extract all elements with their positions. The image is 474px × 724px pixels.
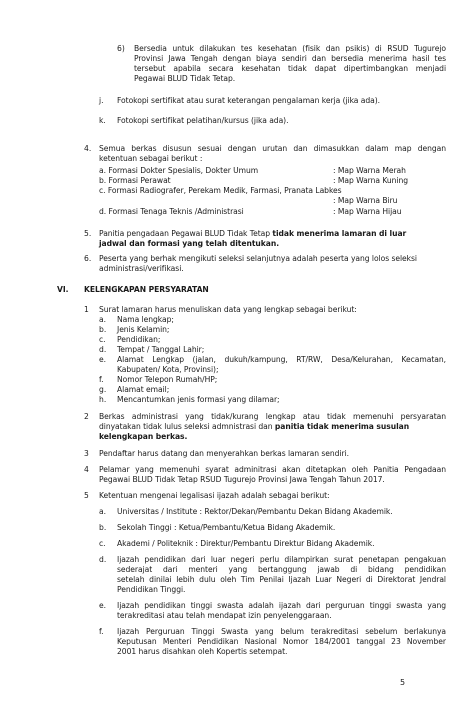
- list-item: Pendidikan;: [117, 335, 161, 344]
- list-item: Mencantumkan jenis formasi yang dilamar;: [117, 395, 280, 404]
- list-item: Nama lengkap;: [117, 315, 174, 324]
- map-value: : Map Warna Hijau: [333, 207, 402, 216]
- list-item: Jenis Kelamin;: [117, 325, 170, 334]
- list-item: Tempat / Tanggal Lahir;: [117, 345, 205, 354]
- text-bold: jadwal dan formasi yang telah ditentukan.: [99, 239, 280, 248]
- map-value: : Map Warna Kuning: [333, 176, 409, 185]
- text-line: Pegawai BLUD Tidak Tetap RSUD Tugurejo Provinsi Jawa Tengah Tahun 2017.: [99, 475, 385, 484]
- item-number: 1: [84, 305, 89, 314]
- item-letter: h.: [99, 395, 107, 404]
- item-letter: d.: [99, 345, 107, 354]
- list-item: 2001 harus disahkan oleh Kopertis setempat.: [117, 647, 288, 656]
- item-number: 6): [117, 44, 125, 53]
- list-item: Ijazah pendidikan dari luar negeri perlu dilampirkan surat penetapan pengakuan: [117, 555, 446, 564]
- item-number: 4.: [84, 144, 92, 153]
- item-number: 5.: [84, 229, 92, 238]
- text-line: [99, 422, 409, 431]
- item-letter: g.: [99, 385, 107, 394]
- list-item: Ijazah pendidikan tinggi swasta adalah ijazah dari perguruan tinggi swasta yang: [117, 601, 446, 610]
- list-item: Keputusan Menteri Pendidikan Nasional Nomor 184/2001 tanggal 23 November: [117, 637, 446, 646]
- item-letter: e.: [99, 601, 107, 610]
- item-number: 4: [84, 465, 89, 474]
- text-line: [99, 229, 406, 238]
- page-number: 5: [400, 678, 406, 687]
- item-letter: c.: [99, 335, 106, 344]
- text-line: Provinsi Jawa Tengah dengan biaya sendiri dan bersedia menerima hasil tes: [134, 54, 446, 63]
- list-item: Akademi / Politeknik : Direktur/Pembantu Direktur Bidang Akademik.: [117, 539, 375, 548]
- text-line: Pelamar yang memenuhi syarat adminitrasi akan ditetapkan oleh Panitia Pengadaan: [99, 465, 446, 474]
- text-line: Berkas administrasi yang tidak/kurang lengkap atau tidak memenuhi persyaratan: [99, 412, 446, 421]
- list-item: setelah dinilai lebih dulu oleh Tim Penilai Ijazah Luar Negeri di Direktorat Jendral: [117, 575, 446, 584]
- list-item: Nomor Telepon Rumah/HP;: [117, 375, 218, 384]
- map-value: : Map Warna Merah: [333, 166, 406, 175]
- text-bold: kelengkapan berkas.: [99, 432, 188, 441]
- map-label: d. Formasi Tenaga Teknis /Administrasi: [99, 207, 244, 216]
- list-item: Universitas / Institute : Rektor/Dekan/Pembantu Dekan Bidang Akademik.: [117, 507, 393, 516]
- list-item: Ijazah Perguruan Tinggi Swasta yang belum terakreditasi sebelum berlakunya: [117, 627, 446, 636]
- item-letter: b.: [99, 523, 107, 532]
- item-number: 2: [84, 412, 89, 421]
- text-line: ketentuan sebagai berikut :: [99, 154, 203, 163]
- map-label: c. Formasi Radiografer, Perekam Medik, Farmasi, Pranata Labkes: [99, 186, 342, 195]
- item-letter: d.: [99, 555, 107, 564]
- text-line: Pegawai BLUD Tidak Tetap.: [134, 74, 236, 83]
- text-line: tersebut apabila secara kesehatan tidak dapat dipertimbangkan menjadi: [134, 64, 446, 73]
- text-normal: dinyatakan tidak lulus seleksi admnistrasi dan: [99, 422, 275, 431]
- item-number: 5: [84, 491, 89, 500]
- text-bold: tidak menerima lamaran di luar: [272, 229, 407, 238]
- section-number: VI.: [57, 285, 69, 294]
- list-item: Pendidikan Tinggi.: [117, 585, 186, 594]
- map-label: a. Formasi Dokter Spesialis, Dokter Umum: [99, 166, 259, 175]
- list-item: sederajat dari menteri yang bertanggung jawab di bidang pendidikan: [117, 565, 446, 574]
- text-line: Fotokopi sertifikat pelatihan/kursus (jika ada).: [117, 116, 289, 125]
- text-line: Fotokopi sertifikat atau surat keterangan pengalaman kerja (jika ada).: [117, 96, 381, 105]
- list-item: Sekolah Tinggi : Ketua/Pembantu/Ketua Bidang Akademik.: [117, 523, 336, 532]
- list-item: Alamat email;: [117, 385, 170, 394]
- text-line: administrasi/verifikasi.: [99, 264, 184, 273]
- list-item: Kabupaten/ Kota, Provinsi);: [117, 365, 219, 374]
- list-item: Alamat Lengkap (jalan, dukuh/kampung, RT/RW, Desa/Kelurahan, Kecamatan,: [117, 355, 446, 364]
- item-letter: e.: [99, 355, 107, 364]
- text-line: Semua berkas disusun sesuai dengan urutan dan dimasukkan dalam map dengan: [99, 144, 446, 153]
- item-letter: f.: [99, 375, 104, 384]
- text-bold: panitia tidak menerima susulan: [274, 422, 410, 431]
- text-line: Pendaftar harus datang dan menyerahkan berkas lamaran sendiri.: [99, 449, 350, 458]
- item-number: 3: [84, 449, 89, 458]
- item-letter: a.: [99, 315, 107, 324]
- text-line: Peserta yang berhak mengikuti seleksi selanjutnya adalah peserta yang lolos seleksi: [99, 254, 417, 263]
- map-value: : Map Warna Biru: [333, 196, 398, 205]
- text-line: Ketentuan mengenai legalisasi ijazah adalah sebagai berikut:: [99, 491, 330, 500]
- item-number: 6.: [84, 254, 92, 263]
- item-letter: k.: [99, 116, 106, 125]
- item-letter: a.: [99, 507, 107, 516]
- text-line: Bersedia untuk dilakukan tes kesehatan (fisik dan psikis) di RSUD Tugurejo: [134, 44, 446, 53]
- item-letter: j.: [99, 96, 104, 105]
- list-item: terakreditasi atau telah mendapat izin penyelenggaraan.: [117, 611, 332, 620]
- text-normal: Panitia pengadaan Pegawai BLUD Tidak Tetap: [99, 229, 273, 238]
- map-label: b. Formasi Perawat: [99, 176, 171, 185]
- item-letter: c.: [99, 539, 106, 548]
- text-line: Surat lamaran harus menuliskan data yang lengkap sebagai berikut:: [99, 305, 357, 314]
- item-letter: f.: [99, 627, 104, 636]
- item-letter: b.: [99, 325, 107, 334]
- section-title: KELENGKAPAN PERSYARATAN: [84, 285, 209, 294]
